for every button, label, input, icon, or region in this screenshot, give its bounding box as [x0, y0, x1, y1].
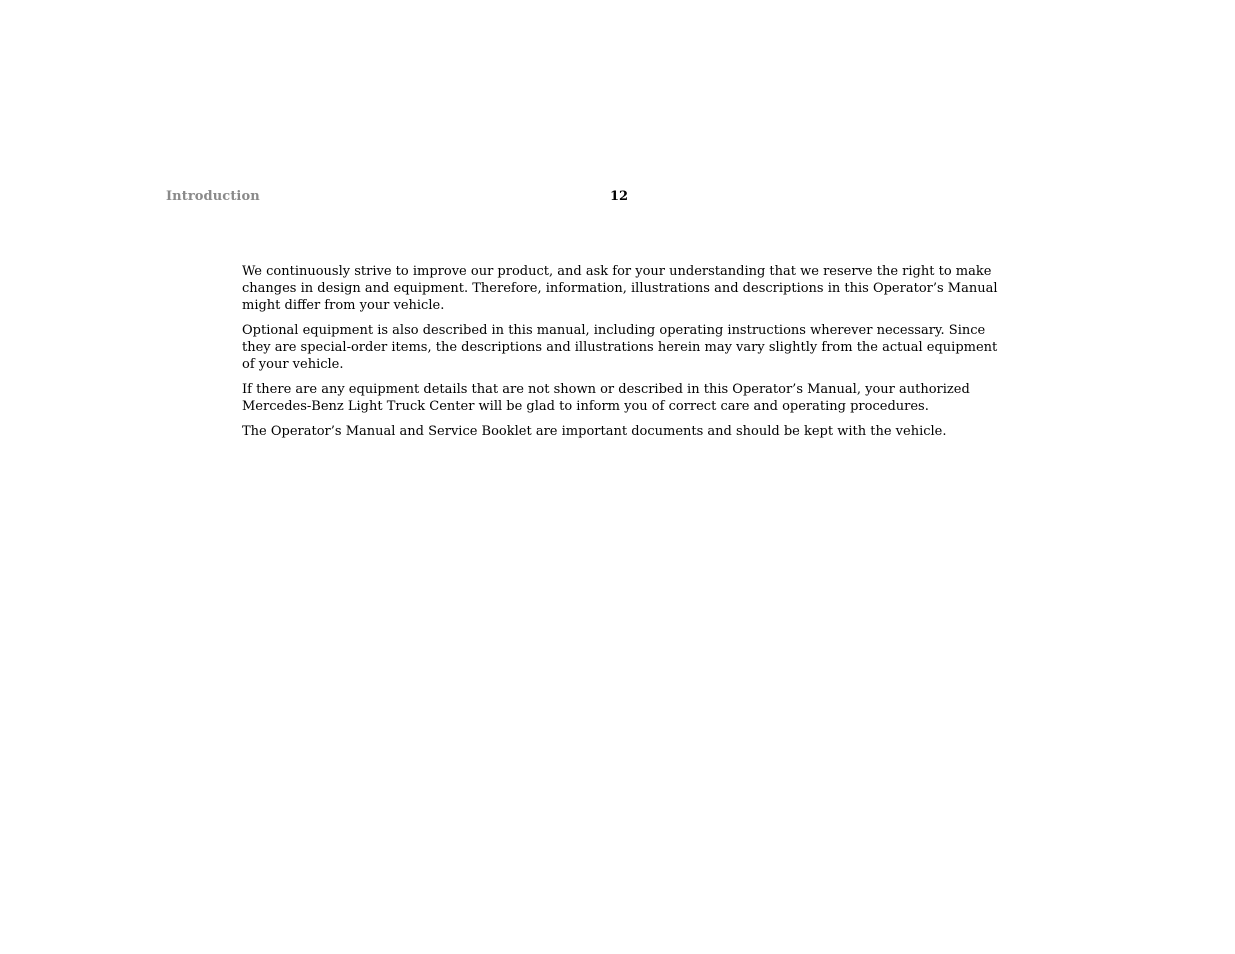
- page-number: 12: [610, 189, 629, 204]
- page-header: [0, 189, 1235, 209]
- paragraph-documents: The Operator’s Manual and Service Booklet are important documents and should be kept with the vehicle.: [242, 424, 947, 439]
- paragraph-equipment-details: If there are any equipment details that are not shown or described in this Operator’s Manual, your authorized Mercedes-Benz Light Truck Center will be glad to inform you of correct care and operating procedures.: [242, 382, 970, 414]
- paragraph-product-changes: We continuously strive to improve our product, and ask for your understanding that we reserve the right to make changes in design and equipment. Therefore, information, illustrations and descriptions in this Operator’s Manual might differ from your vehicle.: [242, 264, 998, 313]
- section-title: Introduction: [166, 189, 260, 204]
- body-text: [242, 263, 1002, 448]
- paragraph-optional-equipment: Optional equipment is also described in this manual, including operating instructions wherever necessary. Since they are special-order items, the descriptions and illustrations herein may vary slightly from the actual equipment of your vehicle.: [242, 323, 998, 372]
